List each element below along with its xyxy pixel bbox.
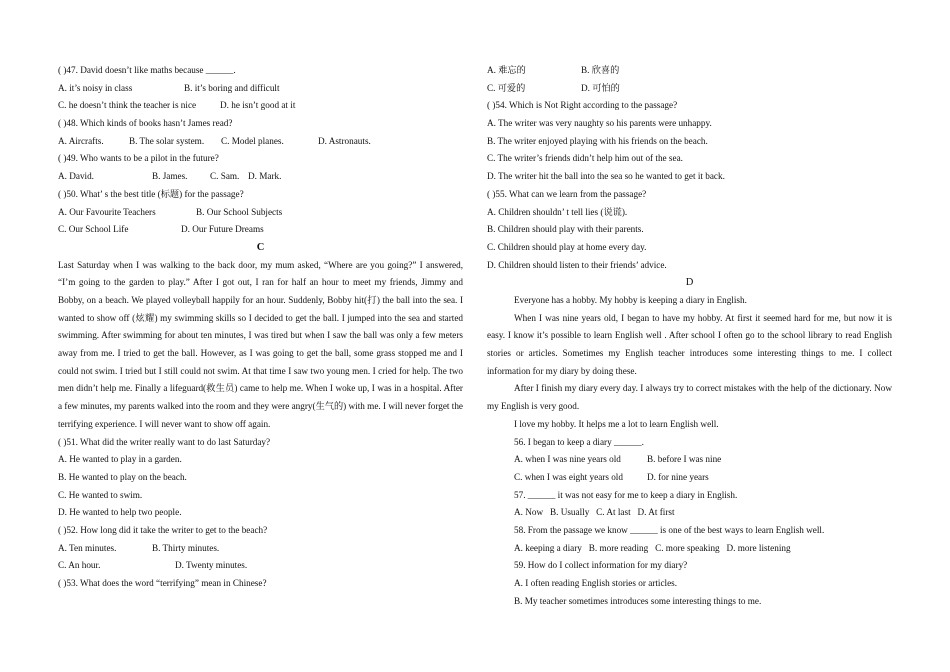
section-heading-c: C [256, 241, 265, 253]
q50-options-ab: A. Our Favourite Teachers B. Our School Subjects [58, 206, 283, 217]
question-50: ( )50. What’ s the best title (标题) for the passage? [58, 188, 244, 199]
passage-c: Last Saturday when I was walking to the back door, my mum asked, “Where are you going?” I answered, “I’m going to the garden to play.” After I got out, I ran for half an hour to meet my friends, Jimmy and Bobby, on a beach. We played volleyball happily for an hour. Suddenly, Bobby hit(打) the ball into the sea. I wanted to show off (炫耀) my swimming skills so I decided to get the ball. I jumped into the sea and started swimming. After swimming for about ten minutes, I was tired but when I saw the ball was only a few meters away from me. I tried to get the ball. However, as I was going to get the ball, some grass stopped me and I could not swim. I tried but I still could not swim. At that time I saw two young men. I cried for help. The two men didn’t help me. Finally a lifeguard(救生员) came to help me. When I woke up, I was in a hospital. After a few minutes, my parents walked into the room and they were angry(生气的) with me. I will never forget the terrifying experience. I will never want to show off again. [58, 259, 463, 429]
question-59: 59. How do I collect information for my diary? [514, 560, 688, 571]
q51-option-d: D. He wanted to help two people. [58, 507, 182, 518]
question-53: ( )53. What does the word “terrifying” mean in Chinese? [58, 578, 267, 589]
q51-option-c: C. He wanted to swim. [58, 489, 143, 500]
q53-options-cd: C. 可爱的 D. 可怕的 [487, 82, 620, 93]
q54-option-d: D. The writer hit the ball into the sea so he wanted to get it back. [487, 171, 725, 182]
passage-d-paragraph-4: I love my hobby. It helps me a lot to learn English well. [514, 418, 719, 429]
q59-option-a: A. I often reading English stories or articles. [514, 578, 678, 589]
q55-option-d: D. Children should listen to their friends’ advice. [487, 259, 667, 270]
question-51: ( )51. What did the writer really want to do last Saturday? [58, 436, 271, 447]
q57-options: A. Now B. Usually C. At last D. At first [514, 507, 675, 518]
section-heading-d: D [685, 277, 694, 289]
q54-option-b: B. The writer enjoyed playing with his friends on the beach. [487, 135, 708, 146]
passage-d-paragraph-3: After I finish my diary every day. I always try to correct mistakes with the help of the dictionary. Now my English is very good. [487, 383, 892, 412]
question-54: ( )54. Which is Not Right according to the passage? [487, 100, 678, 111]
passage-d-paragraph-2: When I was nine years old, I began to have my hobby. At first it seemed hard for me, but now it is easy. I know it’s possible to learn English well . After school I often go to the school library to read English stories or articles. Sometimes my English teacher introduces some interesting things to me. I collect information for my diary by doing these. [487, 312, 892, 376]
q54-option-a: A. The writer was very naughty so his parents were unhappy. [487, 118, 712, 129]
q58-options: A. keeping a diary B. more reading C. more speaking D. more listening [514, 542, 791, 553]
q51-option-a: A. He wanted to play in a garden. [58, 454, 182, 465]
question-56: 56. I began to keep a diary ______. [514, 436, 644, 447]
q47-options-ab: A. it’s noisy in class B. it’s boring and difficult [58, 82, 280, 93]
q51-option-b: B. He wanted to play on the beach. [58, 471, 187, 482]
q55-option-b: B. Children should play with their parents. [487, 224, 644, 235]
question-57: 57. ______ it was not easy for me to keep a diary in English. [514, 489, 738, 500]
q52-options-cd: C. An hour. D. Twenty minutes. [58, 560, 248, 571]
question-55: ( )55. What can we learn from the passage? [487, 188, 647, 199]
q54-option-c: C. The writer’s friends didn’t help him out of the sea. [487, 153, 683, 164]
right-column [487, 62, 892, 610]
q49-options: A. David. B. James. C. Sam. D. Mark. [58, 171, 282, 182]
q55-option-a: A. Children shouldn’ t tell lies (说谎). [487, 206, 628, 217]
question-49: ( )49. Who wants to be a pilot in the future? [58, 153, 219, 164]
q55-option-c: C. Children should play at home every day. [487, 241, 647, 252]
passage-d-paragraph-1: Everyone has a hobby. My hobby is keeping a diary in English. [514, 294, 747, 305]
question-47: ( )47. David doesn’t like maths because ______. [58, 65, 236, 75]
q56-options-ab: A. when I was nine years old B. before I was nine [514, 454, 722, 465]
question-48: ( )48. Which kinds of books hasn’t James read? [58, 118, 233, 129]
q52-options-ab: A. Ten minutes. B. Thirty minutes. [58, 542, 220, 553]
q47-options-cd: C. he doesn’t think the teacher is nice D. he isn’t good at it [58, 100, 296, 111]
q59-option-b: B. My teacher sometimes introduces some interesting things to me. [514, 595, 762, 606]
left-column [58, 62, 463, 593]
q48-options: A. Aircrafts. B. The solar system. C. Model planes. D. Astronauts. [58, 135, 371, 146]
q50-options-cd: C. Our School Life D. Our Future Dreams [58, 224, 264, 235]
q56-options-cd: C. when I was eight years old D. for nine years [514, 471, 709, 482]
q53-options-ab: A. 难忘的 B. 欣喜的 [487, 65, 620, 75]
question-58: 58. From the passage we know ______ is one of the best ways to learn English well. [514, 525, 825, 535]
question-52: ( )52. How long did it take the writer to get to the beach? [58, 525, 268, 536]
